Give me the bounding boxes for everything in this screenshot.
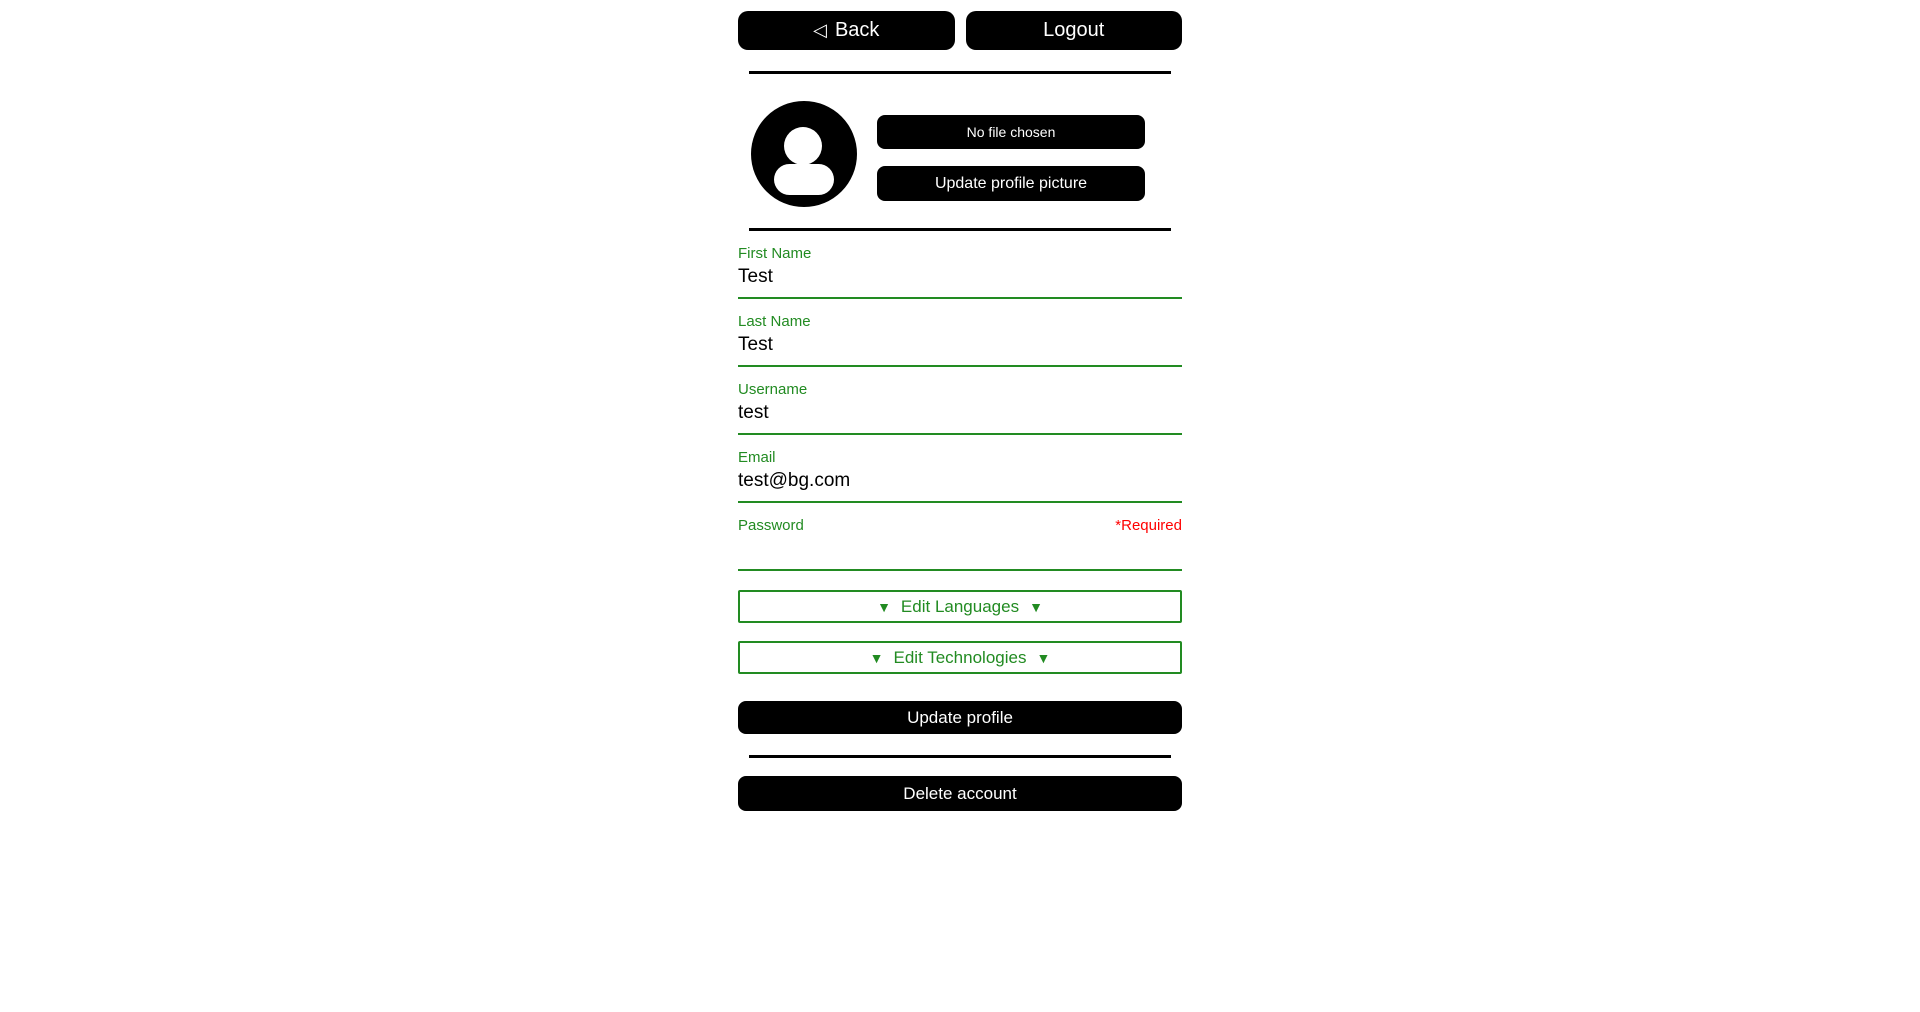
email-label: Email <box>738 449 776 466</box>
email-input[interactable] <box>738 466 1182 503</box>
last-name-label: Last Name <box>738 313 811 330</box>
password-field-group <box>738 517 1182 571</box>
delete-divider <box>749 755 1171 758</box>
first-name-input[interactable] <box>738 262 1182 299</box>
delete-account-button[interactable] <box>738 776 1182 811</box>
avatar-divider <box>749 228 1171 231</box>
delete-account-label: Delete account <box>903 783 1017 803</box>
back-button[interactable] <box>738 11 955 50</box>
file-input-label: No file chosen <box>966 124 1056 140</box>
password-required-note: *Required <box>1115 517 1182 534</box>
picture-buttons <box>877 115 1145 201</box>
last-name-input[interactable] <box>738 330 1182 367</box>
edit-languages-button[interactable] <box>738 590 1182 623</box>
profile-page <box>738 0 1182 811</box>
chevron-down-icon: ▼ <box>869 649 884 666</box>
update-profile-picture-label: Update profile picture <box>934 174 1088 192</box>
username-field-group <box>738 381 1182 435</box>
file-input-button[interactable] <box>877 115 1145 149</box>
username-input[interactable] <box>738 398 1182 435</box>
profile-picture-section <box>738 101 1182 207</box>
last-name-field-group <box>738 313 1182 367</box>
update-profile-label: Update profile <box>907 707 1013 727</box>
edit-technologies-label: Edit Technologies <box>893 647 1027 667</box>
first-name-label: First Name <box>738 245 812 262</box>
password-label-row <box>738 517 1182 534</box>
edit-languages-label: Edit Languages <box>900 596 1020 616</box>
chevron-down-icon: ▼ <box>1036 649 1051 666</box>
first-name-field-group <box>738 245 1182 299</box>
password-label: Password <box>738 517 804 534</box>
update-profile-picture-button[interactable] <box>877 166 1145 201</box>
chevron-down-icon: ▼ <box>877 598 891 615</box>
edit-technologies-button[interactable] <box>738 641 1182 674</box>
password-input[interactable] <box>738 534 1182 571</box>
logout-button[interactable] <box>966 11 1183 50</box>
back-button-label: Back <box>834 19 880 41</box>
username-label: Username <box>738 381 808 398</box>
top-button-bar <box>738 11 1182 50</box>
avatar-person-icon <box>751 101 857 207</box>
email-field-group <box>738 449 1182 503</box>
top-divider <box>749 71 1171 74</box>
profile-form <box>738 245 1182 734</box>
chevron-down-icon: ▼ <box>1029 598 1043 615</box>
logout-button-label: Logout <box>1043 19 1105 41</box>
back-arrow-icon: ◁ <box>813 20 827 40</box>
update-profile-button[interactable] <box>738 701 1182 734</box>
